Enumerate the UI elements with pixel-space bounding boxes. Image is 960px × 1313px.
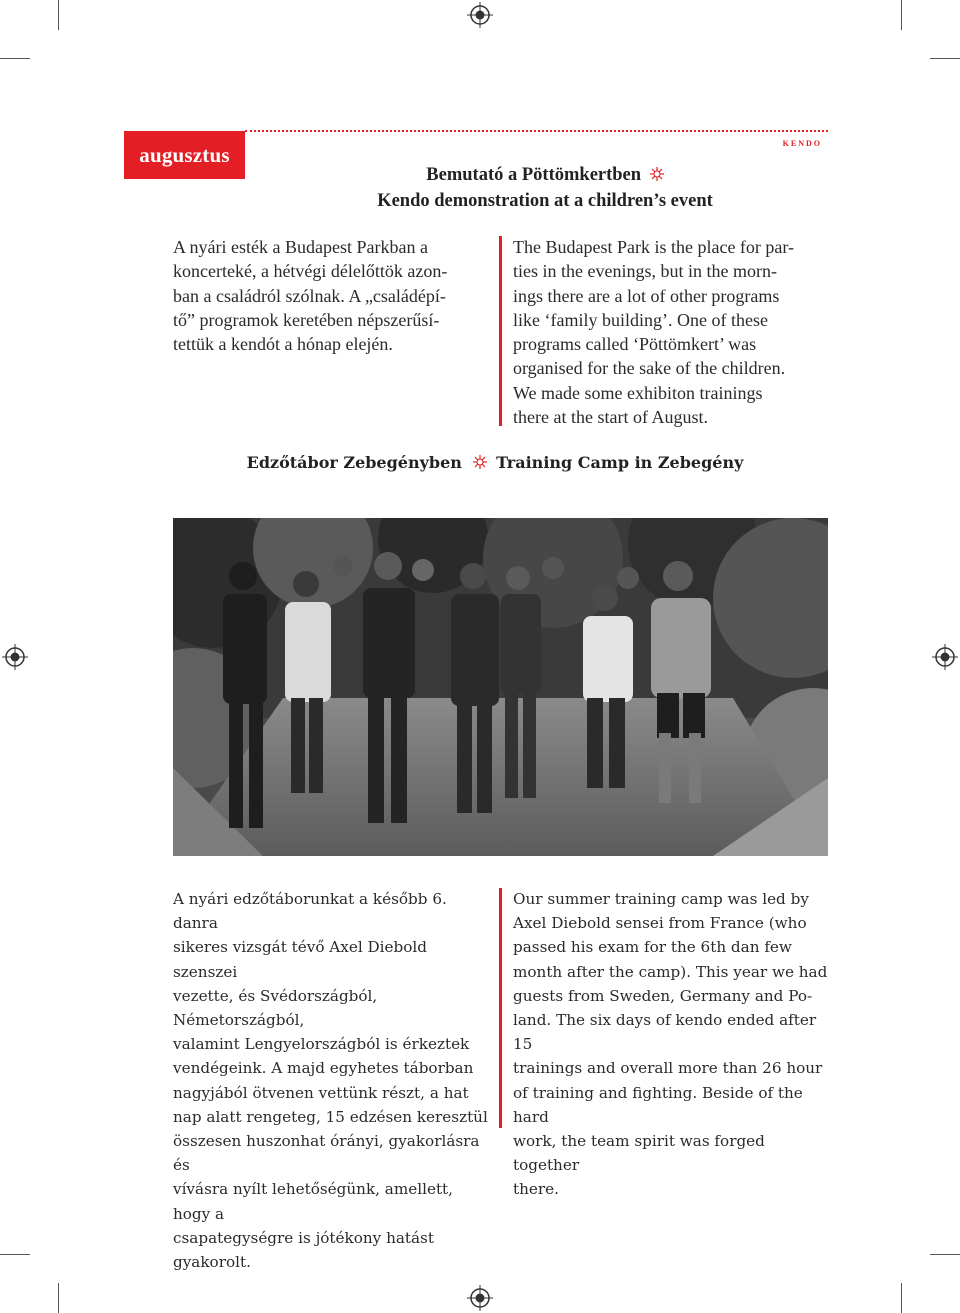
text-line: Our summer training camp was led by bbox=[513, 890, 809, 908]
crop-mark bbox=[0, 1254, 30, 1255]
text-line: vendégeink. A majd egyhetes táborban bbox=[173, 1059, 474, 1078]
text-line: programs called ‘Pöttömkert’ was bbox=[513, 334, 757, 355]
text-line: The Budapest Park is the place for par- bbox=[513, 237, 795, 257]
text-line: sikeres vizsgát tévő Axel Diebold szenszei bbox=[173, 938, 427, 981]
article1-hungarian-text bbox=[173, 235, 485, 356]
article2-hungarian-text bbox=[173, 887, 493, 1274]
subhead-hungarian: Edzőtábor Zebegényben bbox=[246, 453, 462, 472]
text-line: A nyári esték a Budapest Parkban a bbox=[173, 237, 428, 257]
text-line: A nyári edzőtáborunkat a később 6. danra bbox=[173, 890, 447, 933]
title-hungarian: Bemutató a Pöttömkertben bbox=[426, 165, 642, 185]
text-line: valamint Lengyelországból is érkeztek bbox=[173, 1035, 470, 1054]
registration-mark-icon bbox=[467, 1285, 493, 1311]
text-line: tő” programok keretében népszerűsí- bbox=[173, 309, 440, 330]
text-line: vívásra nyílt lehetőségünk, amellett, hogy a bbox=[173, 1180, 453, 1223]
crop-mark bbox=[901, 0, 902, 30]
registration-mark-icon bbox=[2, 644, 28, 670]
crop-mark bbox=[901, 1283, 902, 1313]
subhead-english: Training Camp in Zebegény bbox=[496, 453, 744, 472]
text-line: trainings and overall more than 26 hour bbox=[513, 1059, 823, 1078]
text-line: organised for the sake of the children. bbox=[513, 358, 786, 379]
title-english: Kendo demonstration at a children’s event bbox=[377, 191, 713, 211]
text-line: ties in the evenings, but in the morn- bbox=[513, 261, 777, 282]
text-line: csapategységre is jótékony hatást gyakorolt. bbox=[173, 1228, 434, 1272]
text-line: like ‘family building’. One of these bbox=[513, 309, 768, 330]
text-line: összesen huszonhat órányi, gyakorlásra és bbox=[173, 1132, 480, 1175]
article2-english-text bbox=[513, 887, 831, 1202]
column-divider bbox=[499, 236, 502, 426]
text-line: We made some exhibiton trainings bbox=[513, 382, 763, 403]
text-line: nagyjából ötvenen vettünk részt, a hat bbox=[173, 1083, 469, 1102]
article2-title bbox=[170, 453, 820, 472]
group-running-photo bbox=[173, 518, 828, 856]
sun-ornament-icon bbox=[650, 167, 664, 181]
article1-english-text bbox=[513, 235, 823, 429]
text-line: nap alatt rengeteg, 15 edzésen keresztül bbox=[173, 1107, 488, 1126]
registration-mark-icon bbox=[932, 644, 958, 670]
text-line: Axel Diebold sensei from France (who bbox=[513, 914, 807, 933]
text-line: passed his exam for the 6th dan few bbox=[513, 938, 792, 957]
crop-mark bbox=[58, 1283, 59, 1313]
crop-mark bbox=[930, 1254, 960, 1255]
article-title bbox=[240, 162, 850, 214]
text-line: tettük a kendót a hónap elején. bbox=[173, 334, 393, 355]
text-line: koncerteké, a hétvégi délelőttök azon- bbox=[173, 261, 448, 282]
text-line: ings there are a lot of other programs bbox=[513, 285, 780, 306]
text-line: guests from Sweden, Germany and Po- bbox=[513, 986, 813, 1005]
text-line: ban a családról szólnak. A „családépí- bbox=[173, 285, 446, 306]
sun-ornament-icon bbox=[473, 455, 487, 469]
registration-mark-icon bbox=[467, 2, 493, 28]
text-line: month after the camp). This year we had bbox=[513, 962, 828, 981]
text-line: work, the team spirit was forged together bbox=[513, 1132, 765, 1175]
text-line: there. bbox=[513, 1180, 559, 1199]
month-tag: augusztus bbox=[124, 131, 245, 179]
text-line: vezette, és Svédországból, Németországból, bbox=[173, 986, 378, 1030]
header-rule bbox=[245, 130, 828, 132]
section-label: kendo bbox=[782, 135, 822, 149]
crop-mark bbox=[0, 58, 30, 59]
crop-mark bbox=[58, 0, 59, 30]
text-line: of training and fighting. Beside of the hard bbox=[513, 1083, 803, 1126]
column-divider bbox=[499, 888, 502, 1128]
crop-mark bbox=[930, 58, 960, 59]
text-line: land. The six days of kendo ended after 15 bbox=[513, 1011, 817, 1054]
text-line: there at the start of August. bbox=[513, 407, 708, 428]
